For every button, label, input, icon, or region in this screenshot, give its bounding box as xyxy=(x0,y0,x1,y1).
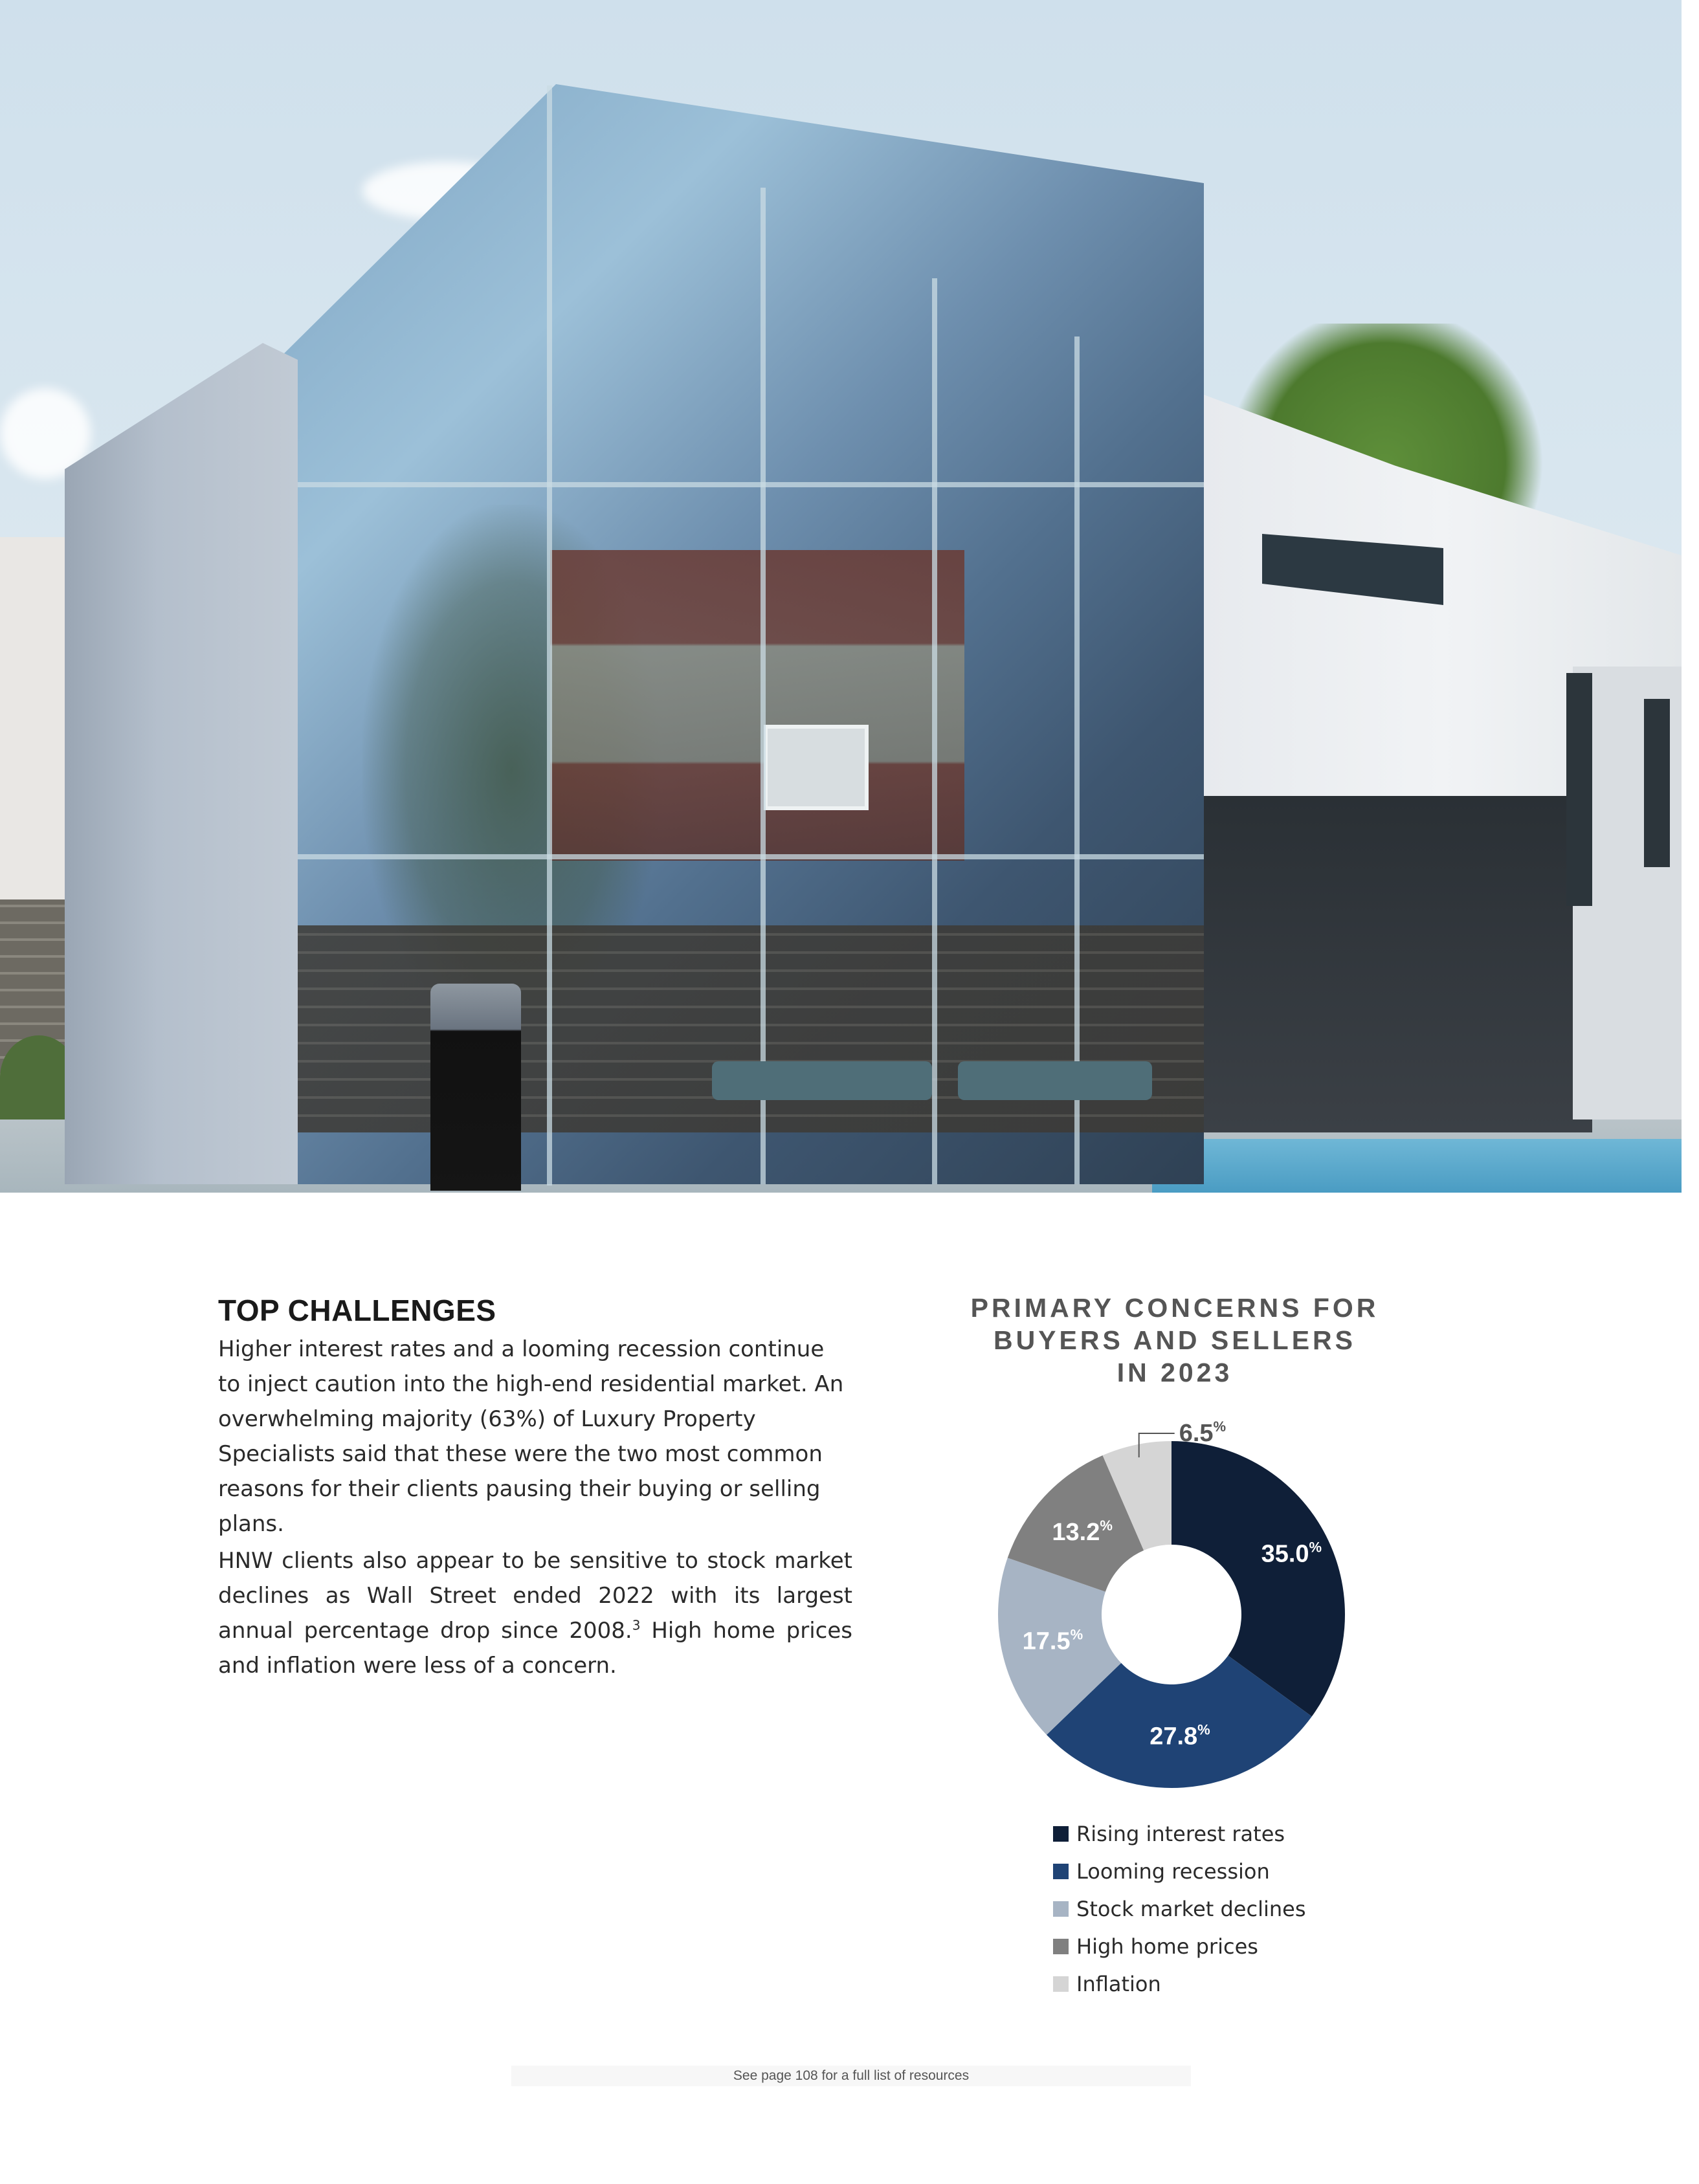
footnote-marker: 3 xyxy=(632,1617,641,1633)
body-paragraph xyxy=(218,1543,852,1683)
legend-item xyxy=(1053,1815,1305,1853)
legend-item xyxy=(1053,1890,1305,1928)
paragraph-text: High home prices and inflation were less of a concern. xyxy=(218,1618,852,1679)
legend-swatch xyxy=(1053,1939,1069,1954)
legend-swatch xyxy=(1053,1826,1069,1842)
donut-chart xyxy=(958,1391,1385,1805)
percent-unit: % xyxy=(1309,1539,1322,1556)
chart-title xyxy=(964,1292,1385,1389)
legend-label: Stock market declines xyxy=(1076,1897,1306,1921)
legend-item xyxy=(1053,1853,1305,1890)
legend-swatch xyxy=(1053,1864,1069,1879)
slice-data-label: 17.5% xyxy=(1022,1626,1083,1655)
legend-swatch xyxy=(1053,1976,1069,1992)
legend-item xyxy=(1053,1965,1305,2003)
slice-data-label: 27.8% xyxy=(1149,1721,1210,1750)
section-title: TOP CHALLENGES xyxy=(218,1294,496,1327)
percent-unit: % xyxy=(1213,1418,1227,1435)
legend-label: Rising interest rates xyxy=(1076,1822,1285,1846)
percent-unit: % xyxy=(1070,1626,1083,1643)
resources-footnote: See page 108 for a full list of resources xyxy=(511,2066,1191,2086)
percent-unit: % xyxy=(1197,1721,1210,1738)
slice-data-label: 13.2% xyxy=(1052,1517,1113,1547)
legend-label: High home prices xyxy=(1076,1934,1258,1959)
donut-slice xyxy=(1172,1441,1345,1717)
legend-swatch xyxy=(1053,1901,1069,1917)
percent-unit: % xyxy=(1100,1517,1113,1534)
legend-item xyxy=(1053,1928,1305,1965)
body-paragraph: Higher interest rates and a looming recession continue to inject caution into the high-end residential market. An overwhelming majority (63%) of Luxury Property Specialists said that these were the two most common reasons for their clients pausing their buying or selling plans. xyxy=(218,1336,844,1537)
paragraph-text: HNW clients also appear to be sensitive to stock market declines as Wall Street ended 2022 with its largest annual percentage drop since 2008. xyxy=(218,1548,852,1644)
slice-data-label: 6.5% xyxy=(1179,1418,1227,1447)
chart-title-line: IN 2023 xyxy=(1116,1358,1233,1387)
legend-label: Inflation xyxy=(1076,1972,1161,1996)
slice-data-label: 35.0% xyxy=(1261,1539,1322,1568)
chart-title-line: PRIMARY CONCERNS FOR xyxy=(970,1293,1379,1323)
chart-title-line: BUYERS AND SELLERS xyxy=(993,1325,1357,1355)
chart-legend xyxy=(1053,1815,1305,2003)
legend-label: Looming recession xyxy=(1076,1859,1270,1884)
